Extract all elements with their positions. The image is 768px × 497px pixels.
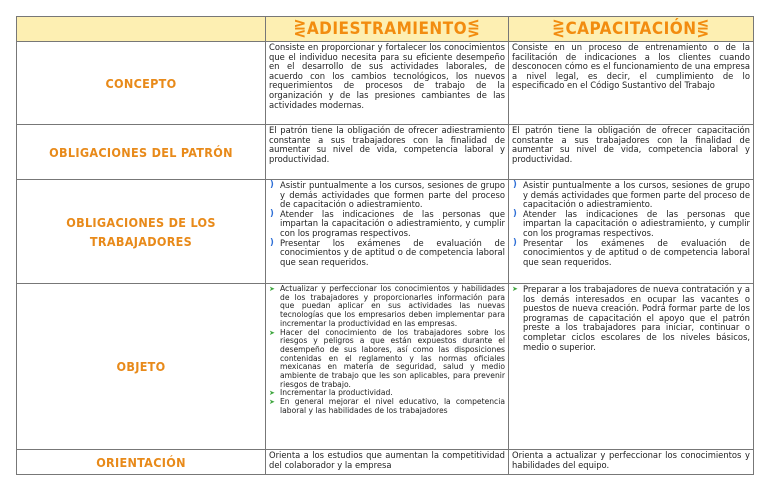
header-adiestramiento: ⋛ADIESTRAMIENTO⋚ [266, 17, 509, 42]
header-empty-cell [17, 17, 266, 42]
comparison-table [16, 16, 754, 475]
list-item: ➤ Preparar a los trabajadores de nueva contratación y a los demás interesados en ocupar las vacantes o puestos de nueva creación. Podrá formar parte de los programas de capacitación el apoyo que el patrón preste a los trabajadores para iniciar, continuar o completar ciclos escolares de los niveles básicos, medio o superior. [512, 285, 750, 352]
patron-capacitacion: El patrón tiene la obligación de ofrecer capacitación constante a sus trabajadores con la finalidad de aumentar su nivel de vida, competencia laboral y productividad. [509, 125, 754, 180]
row-orientacion [17, 450, 754, 475]
list-item: ) Asistir puntualmente a los cursos, sesiones de grupo y demás actividades que formen parte del proceso de capacitación o adiestramiento. [269, 181, 505, 210]
row-label-obligaciones-patron: OBLIGACIONES DEL PATRÓN [17, 125, 266, 180]
trabajadores-capacitacion-list [512, 181, 750, 267]
list-item: ) Presentar los exámenes de evaluación de conocimientos y de aptitud o de competencia laboral que sean requeridos. [512, 239, 750, 268]
trabajadores-adiestramiento [266, 180, 509, 284]
row-objeto [17, 284, 754, 450]
row-label-concepto: CONCEPTO [17, 42, 266, 125]
header-capacitacion: ⋛CAPACITACIÓN⋚ [509, 17, 754, 42]
concepto-adiestramiento: Consiste en proporcionar y fortalecer los conocimientos que el individuo necesita para su eficiente desempeño en el desarrollo de sus actividades laborales, de acuerdo con los cambios tecnológicos, los nuevos requerimientos de procesos de trabajo de la organización y de las presiones cambiantes de las actividades modernas. [266, 42, 509, 125]
trabajadores-capacitacion [509, 180, 754, 284]
orientacion-adiestramiento: Orienta a los estudios que aumentan la competitividad del colaborador y la empresa [266, 450, 509, 475]
list-item: ➤ Hacer del conocimiento de los trabajadores sobre los riesgos y peligros a que están expuestos durante el desempeño de sus labores, así como las disposiciones contenidas en el reglamento y las normas oficiales mexicanas en materia de seguridad, salud y medio ambiente de trabajo que les son aplicables, para prevenir riesgos de trabajo. [269, 329, 505, 390]
patron-adiestramiento: El patrón tiene la obligación de ofrecer adiestramiento constante a sus trabajadores con la finalidad de aumentar su nivel de vida, competencia laboral y productividad. [266, 125, 509, 180]
list-item: ➤ Actualizar y perfeccionar los conocimientos y habilidades de los trabajadores y proporcionarles información para que puedan aplicar en sus actividades las nuevas tecnologías que los empresarios deben implementar para incrementar la productividad en las empresas. [269, 285, 505, 329]
trabajadores-adiestramiento-list [269, 181, 505, 267]
list-item: ) Atender las indicaciones de las personas que impartan la capacitación o adiestramiento, y cumplir con los programas respectivos. [269, 210, 505, 239]
row-obligaciones-patron [17, 125, 754, 180]
objeto-adiestramiento-list [269, 285, 505, 416]
row-label-obligaciones-trabajadores: OBLIGACIONES DE LOS TRABAJADORES [17, 180, 266, 284]
concepto-capacitacion: Consiste en un proceso de entrenamiento o de la facilitación de indicaciones a los clientes cuando desconocen cómo es el funcionamiento de una empresa a nivel legal, es decir, el cumplimiento de lo especificado en el Código Sustantivo del Trabajo [509, 42, 754, 125]
orientacion-capacitacion: Orienta a actualizar y perfeccionar los conocimientos y habilidades del equipo. [509, 450, 754, 475]
list-item: ) Asistir puntualmente a los cursos, sesiones de grupo y demás actividades que formen parte del proceso de capacitación o adiestramiento. [512, 181, 750, 210]
list-item: ➤ Incrementar la productividad. [269, 389, 505, 398]
row-obligaciones-trabajadores [17, 180, 754, 284]
objeto-capacitacion-list [512, 285, 750, 352]
row-label-orientacion: ORIENTACIÓN [17, 450, 266, 475]
list-item: ) Atender las indicaciones de las personas que impartan la capacitación o adiestramiento, y cumplir con los programas respectivos. [512, 210, 750, 239]
objeto-adiestramiento [266, 284, 509, 450]
row-concepto [17, 42, 754, 125]
header-row [17, 17, 754, 42]
row-label-objeto: OBJETO [17, 284, 266, 450]
list-item: ) Presentar los exámenes de evaluación de conocimientos y de aptitud o de competencia laboral que sean requeridos. [269, 239, 505, 268]
objeto-capacitacion [509, 284, 754, 450]
list-item: ➤ En general mejorar el nivel educativo, la competencia laboral y las habilidades de los trabajadores [269, 398, 505, 415]
